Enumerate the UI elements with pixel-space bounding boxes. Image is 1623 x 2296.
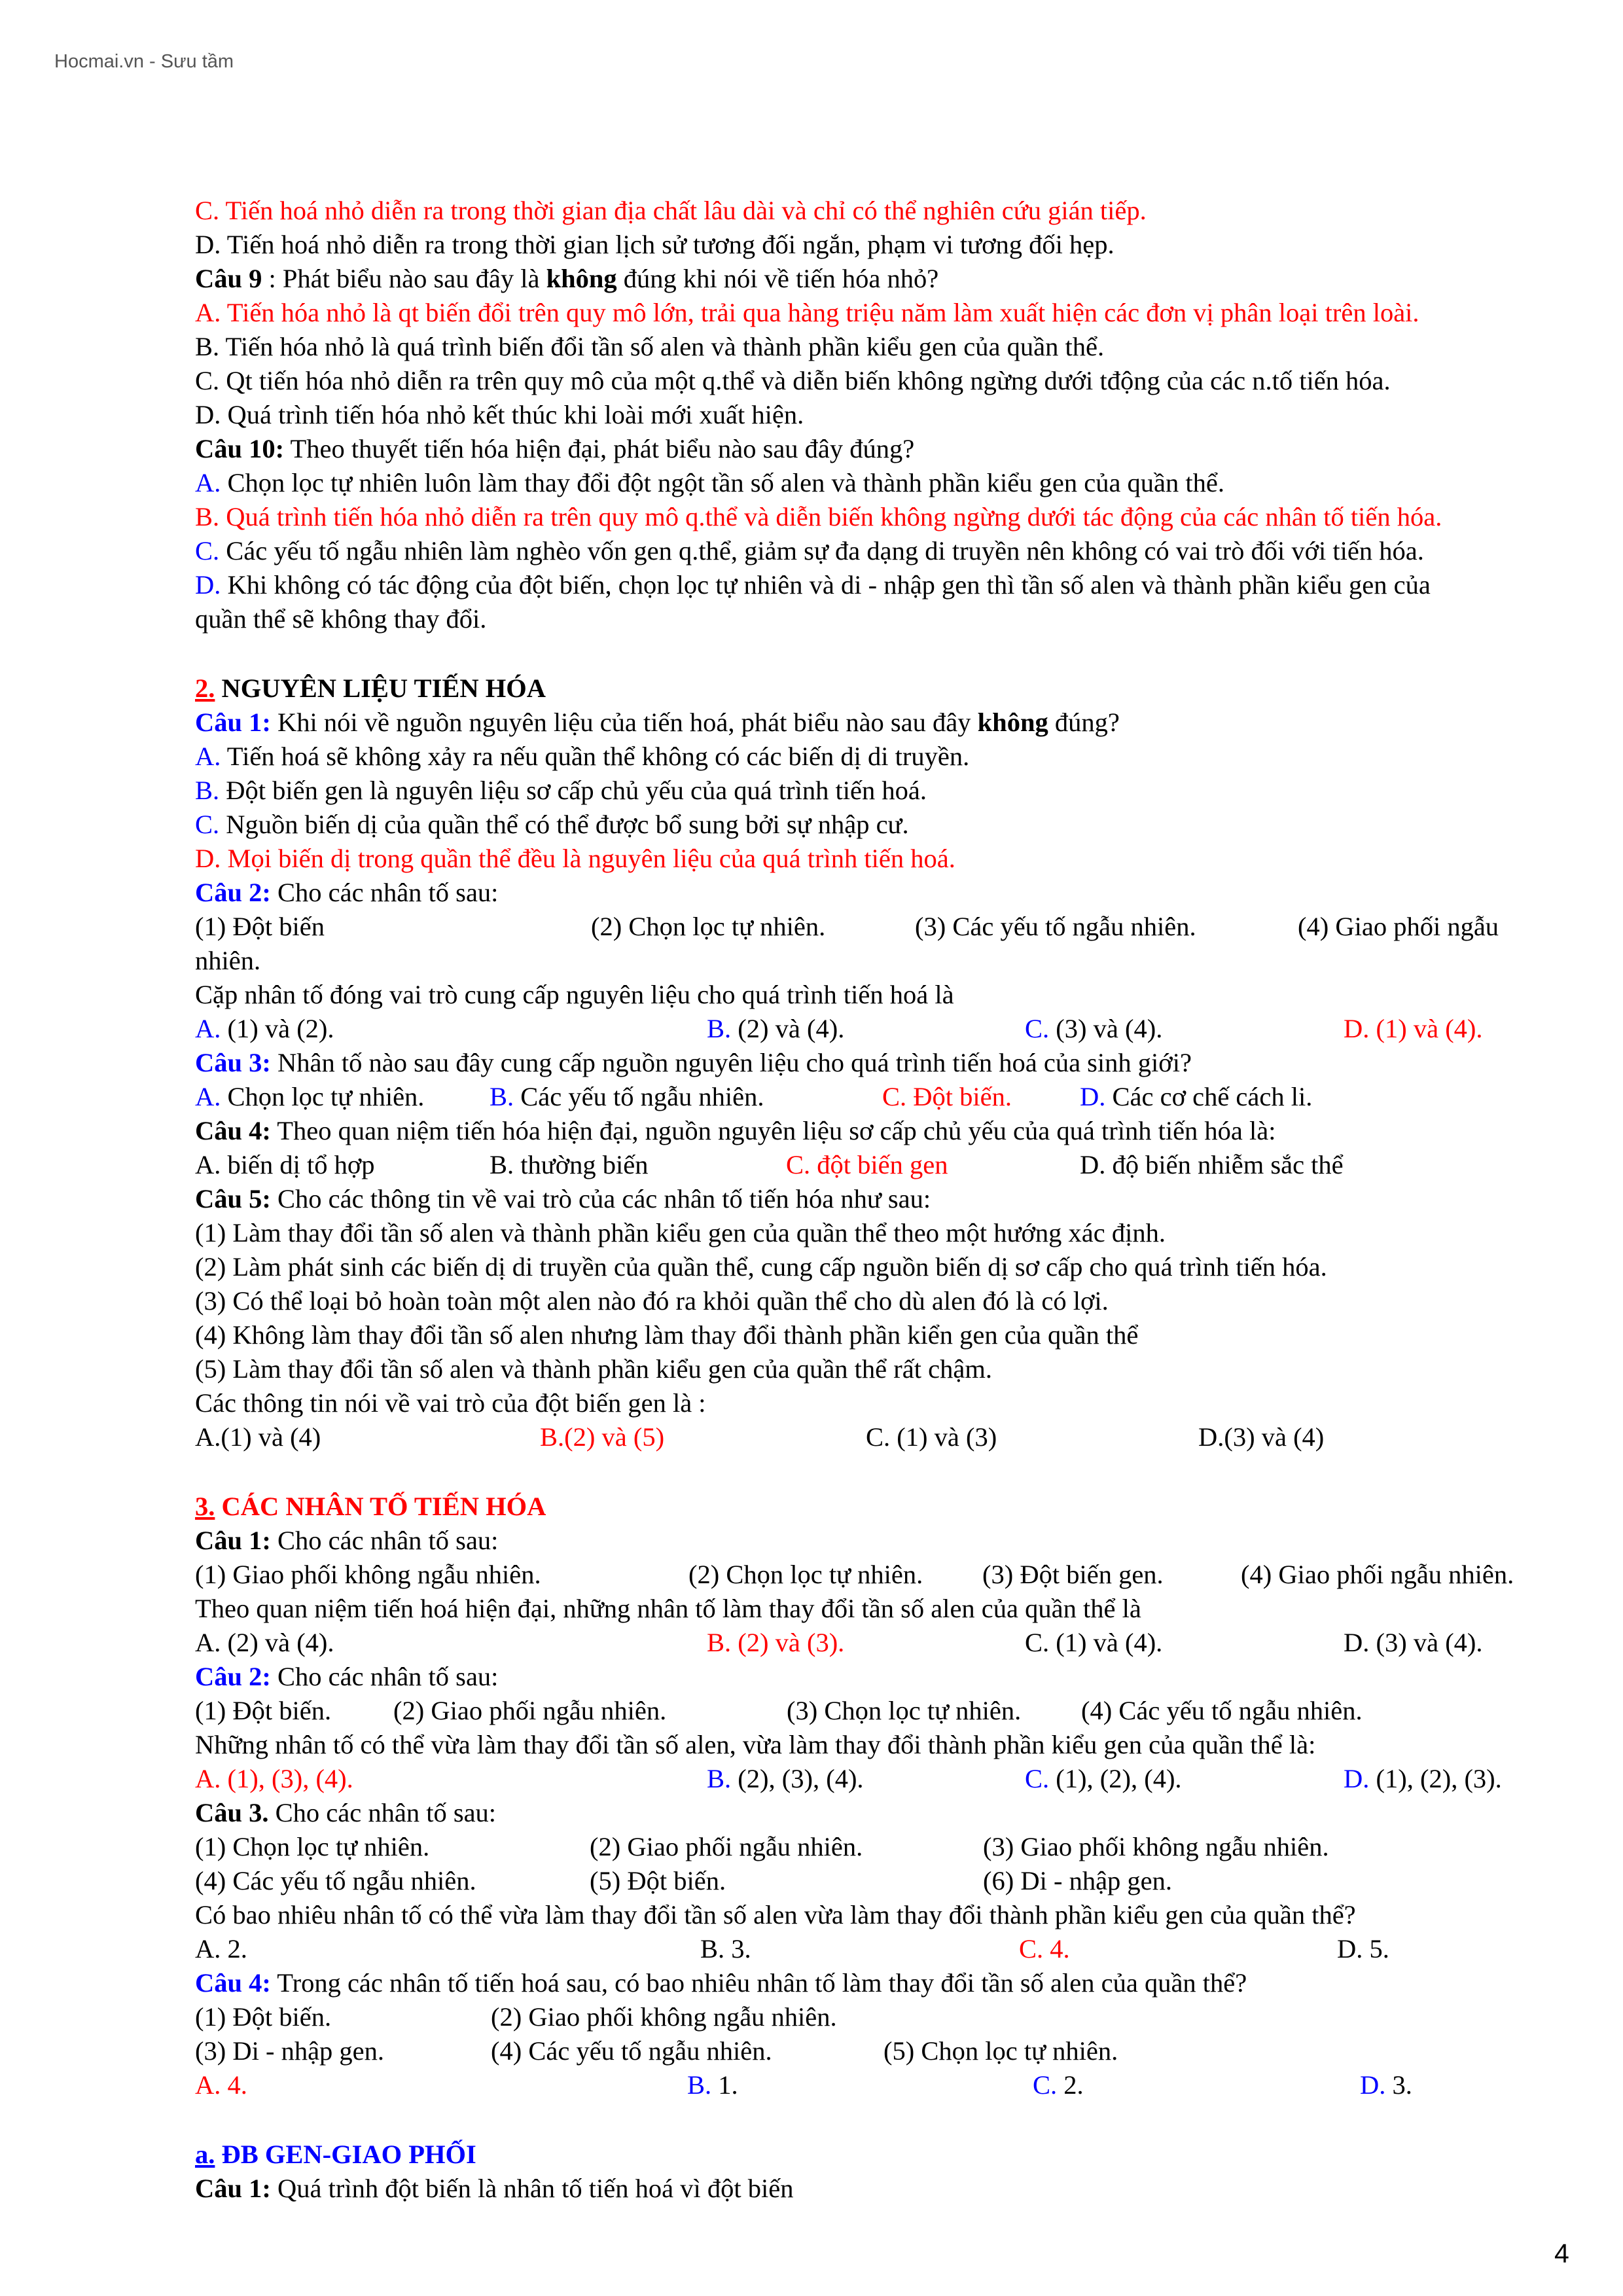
option-letter: D. — [1344, 1764, 1370, 1793]
option-a: A. Tiến hóa nhỏ là qt biến đổi trên quy mô lớn, trải qua hàng triệu năm làm xuất hiện các đơn vị phân loại trên loài. — [195, 298, 1419, 327]
question-number: Câu 2: — [195, 1662, 271, 1691]
option-d — [1344, 1766, 1502, 1793]
option-letter: B. — [490, 1082, 514, 1111]
factor-item: (5) Đột biến. — [590, 1866, 726, 1895]
option-b — [707, 1766, 864, 1793]
option-text: Khi không có tác động của đột biến, chọn lọc tự nhiên và di - nhập gen thì tần số alen và thành phần kiểu gen của — [221, 570, 1431, 600]
option-c: C. Qt tiến hóa nhỏ diễn ra trên quy mô của một q.thể và diễn biến không ngừng dưới tđộng của các n.tố tiến hóa. — [195, 366, 1391, 395]
factor-item: (4) Giao phối ngẫu — [1298, 912, 1499, 941]
option-a — [195, 1084, 424, 1111]
option-letter: D. — [1080, 1082, 1106, 1111]
option-text: Các yếu tố ngẫu nhiên làm nghèo vốn gen q.thể, giảm sự đa dạng di truyền nên không có vai trò đối với tiến hóa. — [219, 536, 1424, 565]
factor-item: (3) Chọn lọc tự nhiên. — [787, 1696, 1022, 1725]
question-9 — [195, 266, 938, 293]
info-item: (3) Có thể loại bỏ hoàn toàn một alen nào đó ra khỏi quần thể cho dù alen đó là có lợi. — [195, 1286, 1109, 1316]
question-stem: Cặp nhân tố đóng vai trò cung cấp nguyên liệu cho quá trình tiến hoá là — [195, 980, 954, 1009]
question-text: Khi nói về nguồn nguyên liệu của tiến hoá, phát biểu nào sau đây — [270, 708, 978, 737]
option-a: A. 2. — [195, 1934, 247, 1964]
option-b: B. thường biến — [490, 1150, 649, 1179]
question-number: Câu 9 — [195, 264, 262, 293]
option-letter: B. — [707, 1014, 732, 1043]
option-text: 2. — [1057, 2070, 1084, 2100]
option-c: C. Đột biến. — [882, 1082, 1012, 1111]
question-1 — [195, 2176, 793, 2202]
option-a — [195, 470, 1224, 497]
info-item: (4) Không làm thay đổi tần số alen nhưng làm thay đổi thành phần kiển gen của quần thể — [195, 1320, 1139, 1350]
option-letter: A. — [195, 1014, 221, 1043]
factor-item: (4) Các yếu tố ngẫu nhiên. — [195, 1866, 476, 1895]
option-a: A.(1) và (4) — [195, 1422, 321, 1452]
option-d: D. (1) và (4). — [1344, 1014, 1483, 1043]
question-stem: Những nhân tố có thể vừa làm thay đổi tần số alen, vừa làm thay đổi thành phần kiểu gen của quần thể là: — [195, 1730, 1316, 1759]
factor-item: (2) Giao phối ngẫu nhiên. — [393, 1696, 667, 1725]
option-d: D. độ biến nhiễm sắc thể — [1080, 1150, 1344, 1179]
section-number: 3. — [195, 1492, 215, 1521]
question-number: Câu 5: — [195, 1184, 271, 1213]
option-text: (2), (3), (4). — [731, 1764, 864, 1793]
keyword: không — [546, 264, 617, 293]
option-text: (1) và (2). — [221, 1014, 334, 1043]
option-b: B. (2) và (3). — [707, 1628, 845, 1657]
option-a — [195, 744, 969, 770]
factor-item: (4) Các yếu tố ngẫu nhiên. — [491, 2036, 772, 2066]
question-number: Câu 3. — [195, 1798, 269, 1827]
question-text: Quá trình đột biến là nhân tố tiến hoá vì đột biến — [270, 2174, 794, 2203]
option-d: D. (3) và (4). — [1344, 1628, 1483, 1657]
question-number: Câu 3: — [195, 1048, 271, 1077]
option-d: D. Tiến hoá nhỏ diễn ra trong thời gian lịch sử tương đối ngắn, phạm vi tương đối hẹp. — [195, 230, 1115, 259]
question-number: Câu 1: — [195, 708, 271, 737]
option-b — [490, 1084, 764, 1111]
option-text: Nguồn biến dị của quần thể có thể được bổ sung bởi sự nhập cư. — [219, 810, 909, 839]
factor-item: (1) Giao phối không ngẫu nhiên. — [195, 1560, 541, 1589]
option-b: B. 3. — [700, 1934, 751, 1964]
question-3 — [195, 1050, 1192, 1077]
section-heading — [195, 675, 546, 702]
info-item: (1) Làm thay đổi tần số alen và thành phần kiểu gen của quần thể theo một hướng xác định. — [195, 1218, 1166, 1247]
option-b — [687, 2072, 738, 2099]
factor-item: (6) Di - nhập gen. — [983, 1866, 1173, 1895]
question-text: Cho các nhân tố sau: — [270, 1662, 499, 1691]
factor-item: (2) Chọn lọc tự nhiên. — [591, 912, 826, 941]
option-text: Chọn lọc tự nhiên luôn làm thay đổi đột ngột tần số alen và thành phần kiểu gen của quần thể. — [221, 468, 1224, 497]
question-1 — [195, 709, 1120, 736]
option-text: 1. — [711, 2070, 738, 2100]
question-text: Nhân tố nào sau đây cung cấp nguồn nguyên liệu cho quá trình tiến hoá của sinh giới? — [270, 1048, 1192, 1077]
question-4 — [195, 1118, 1276, 1145]
factor-item: (2) Giao phối ngẫu nhiên. — [590, 1832, 863, 1861]
option-text: 3. — [1385, 2070, 1412, 2100]
info-item: (5) Làm thay đổi tần số alen và thành phần kiểu gen của quần thể rất chậm. — [195, 1354, 992, 1384]
option-letter: D. — [1360, 2070, 1386, 2100]
option-b: B.(2) và (5) — [540, 1422, 665, 1452]
question-2 — [195, 1664, 498, 1691]
factor-item: (4) Các yếu tố ngẫu nhiên. — [1081, 1696, 1363, 1725]
factor-item: (3) Di - nhập gen. — [195, 2036, 385, 2066]
option-b: B. Tiến hóa nhỏ là quá trình biến đổi tần số alen và thành phần kiểu gen của quần thể. — [195, 332, 1105, 361]
question-number: Câu 10: — [195, 434, 285, 463]
question-text: Theo thuyết tiến hóa hiện đại, phát biểu nào sau đây đúng? — [284, 434, 915, 463]
option-text: Các cơ chế cách li. — [1105, 1082, 1313, 1111]
option-b: B. Quá trình tiến hóa nhỏ diễn ra trên quy mô q.thể và diễn biến không ngừng dưới tác động của các nhân tố tiến hóa. — [195, 502, 1442, 531]
page-number: 4 — [1554, 2238, 1569, 2269]
option-c — [1025, 1016, 1162, 1043]
factor-item: (5) Chọn lọc tự nhiên. — [883, 2036, 1118, 2066]
option-c: C. đột biến gen — [786, 1150, 948, 1179]
info-item: (2) Làm phát sinh các biến dị di truyền của quần thể, cung cấp nguồn biến dị sơ cấp cho quá trình tiến hóa. — [195, 1252, 1327, 1282]
factor-item: (3) Các yếu tố ngẫu nhiên. — [915, 912, 1196, 941]
section-title: CÁC NHÂN TỐ TIẾN HÓA — [215, 1492, 546, 1521]
question-text: Trong các nhân tố tiến hoá sau, có bao nhiêu nhân tố làm thay đổi tần số alen của quần thể? — [270, 1968, 1247, 1998]
option-b — [707, 1016, 844, 1043]
option-a: A. (2) và (4). — [195, 1628, 334, 1657]
question-text: Theo quan niệm tiến hóa hiện đại, nguồn nguyên liệu sơ cấp chủ yếu của quá trình tiến hóa là: — [270, 1116, 1276, 1145]
factor-item: (2) Chọn lọc tự nhiên. — [688, 1560, 923, 1589]
question-text: đúng? — [1048, 708, 1120, 737]
option-text: Đột biến gen là nguyên liệu sơ cấp chủ yếu của quá trình tiến hoá. — [219, 776, 927, 805]
question-2 — [195, 880, 498, 906]
option-a: A. biến dị tổ hợp — [195, 1150, 375, 1179]
question-number: Câu 2: — [195, 878, 271, 907]
factor-continuation: nhiên. — [195, 946, 261, 975]
question-number: Câu 4: — [195, 1968, 271, 1998]
option-text: (1), (2), (4). — [1049, 1764, 1182, 1793]
page-header: Hocmai.vn - Sưu tầm — [54, 51, 234, 72]
question-stem: Các thông tin nói về vai trò của đột biến gen là : — [195, 1388, 706, 1418]
question-number: Câu 1: — [195, 1526, 271, 1555]
section-number: a. — [195, 2140, 215, 2169]
section-heading — [195, 1494, 546, 1520]
question-3 — [195, 1800, 496, 1827]
question-1 — [195, 1528, 498, 1554]
question-4 — [195, 1970, 1247, 1997]
option-letter: B. — [687, 2070, 712, 2100]
question-text: đúng khi nói về tiến hóa nhỏ? — [616, 264, 939, 293]
factor-item: (1) Đột biến — [195, 912, 325, 941]
option-text: Các yếu tố ngẫu nhiên. — [514, 1082, 764, 1111]
factor-item: (3) Giao phối không ngẫu nhiên. — [983, 1832, 1329, 1861]
option-b — [195, 778, 927, 804]
section-number: 2. — [195, 673, 215, 703]
factor-item: (1) Đột biến. — [195, 2002, 332, 2032]
factor-item: (3) Đột biến gen. — [982, 1560, 1164, 1589]
option-d: D. 5. — [1337, 1934, 1389, 1964]
option-d-continuation: quần thể sẽ không thay đổi. — [195, 604, 487, 634]
option-c — [1033, 2072, 1084, 2099]
option-letter: C. — [1025, 1764, 1050, 1793]
question-text: Cho các nhân tố sau: — [270, 1526, 499, 1555]
option-c: C. 4. — [1019, 1934, 1070, 1964]
option-letter: C. — [195, 810, 220, 839]
option-d: D. Quá trình tiến hóa nhỏ kết thúc khi loài mới xuất hiện. — [195, 400, 804, 429]
question-text: : Phát biểu nào sau đây là — [262, 264, 546, 293]
factor-item: (1) Chọn lọc tự nhiên. — [195, 1832, 430, 1861]
option-d: D. Mọi biến dị trong quần thể đều là nguyên liệu của quá trình tiến hoá. — [195, 844, 955, 873]
option-text: Chọn lọc tự nhiên. — [221, 1082, 425, 1111]
question-5 — [195, 1186, 931, 1213]
option-text: Tiến hoá sẽ không xảy ra nếu quần thể không có các biến dị di truyền. — [221, 742, 970, 771]
option-text: (3) và (4). — [1049, 1014, 1163, 1043]
question-text: Cho các thông tin về vai trò của các nhân tố tiến hóa như sau: — [270, 1184, 931, 1213]
option-text: (2) và (4). — [731, 1014, 845, 1043]
option-c: C. (1) và (4). — [1025, 1628, 1163, 1657]
option-a: A. (1), (3), (4). — [195, 1764, 353, 1793]
option-letter: C. — [1025, 1014, 1050, 1043]
option-letter: D. — [195, 570, 221, 600]
option-letter: A. — [195, 1082, 221, 1111]
option-d — [1360, 2072, 1412, 2099]
factor-item: (4) Giao phối ngẫu nhiên. — [1241, 1560, 1514, 1589]
option-c: C. Tiến hoá nhỏ diễn ra trong thời gian địa chất lâu dài và chỉ có thể nghiên cứu gián tiếp. — [195, 196, 1147, 225]
question-number: Câu 4: — [195, 1116, 271, 1145]
option-letter: A. — [195, 468, 221, 497]
option-letter: A. — [195, 742, 221, 771]
section-heading — [195, 2142, 476, 2168]
question-number: Câu 1: — [195, 2174, 271, 2203]
question-stem: Có bao nhiêu nhân tố có thể vừa làm thay đổi tần số alen vừa làm thay đổi thành phần kiểu gen của quần thể? — [195, 1900, 1356, 1929]
question-stem: Theo quan niệm tiến hoá hiện đại, những nhân tố làm thay đổi tần số alen của quần thể là — [195, 1594, 1141, 1623]
question-text: Cho các nhân tố sau: — [268, 1798, 497, 1827]
option-c — [1025, 1766, 1182, 1793]
option-letter: C. — [195, 536, 220, 565]
option-letter: B. — [707, 1764, 732, 1793]
option-d — [195, 572, 1431, 599]
option-a — [195, 1016, 334, 1043]
keyword: không — [977, 708, 1048, 737]
option-letter: C. — [1033, 2070, 1058, 2100]
option-c: C. (1) và (3) — [866, 1422, 997, 1452]
question-text: Cho các nhân tố sau: — [270, 878, 499, 907]
section-title: NGUYÊN LIỆU TIẾN HÓA — [215, 673, 546, 703]
option-text: (1), (2), (3). — [1369, 1764, 1502, 1793]
question-10 — [195, 436, 914, 463]
option-letter: B. — [195, 776, 220, 805]
option-a: A. 4. — [195, 2070, 247, 2100]
option-c — [195, 538, 1424, 565]
option-c — [195, 812, 909, 838]
factor-item: (2) Giao phối không ngẫu nhiên. — [491, 2002, 837, 2032]
section-title: ĐB GEN-GIAO PHỐI — [215, 2140, 476, 2169]
option-d — [1080, 1084, 1312, 1111]
option-d: D.(3) và (4) — [1198, 1422, 1325, 1452]
factor-item: (1) Đột biến. — [195, 1696, 332, 1725]
